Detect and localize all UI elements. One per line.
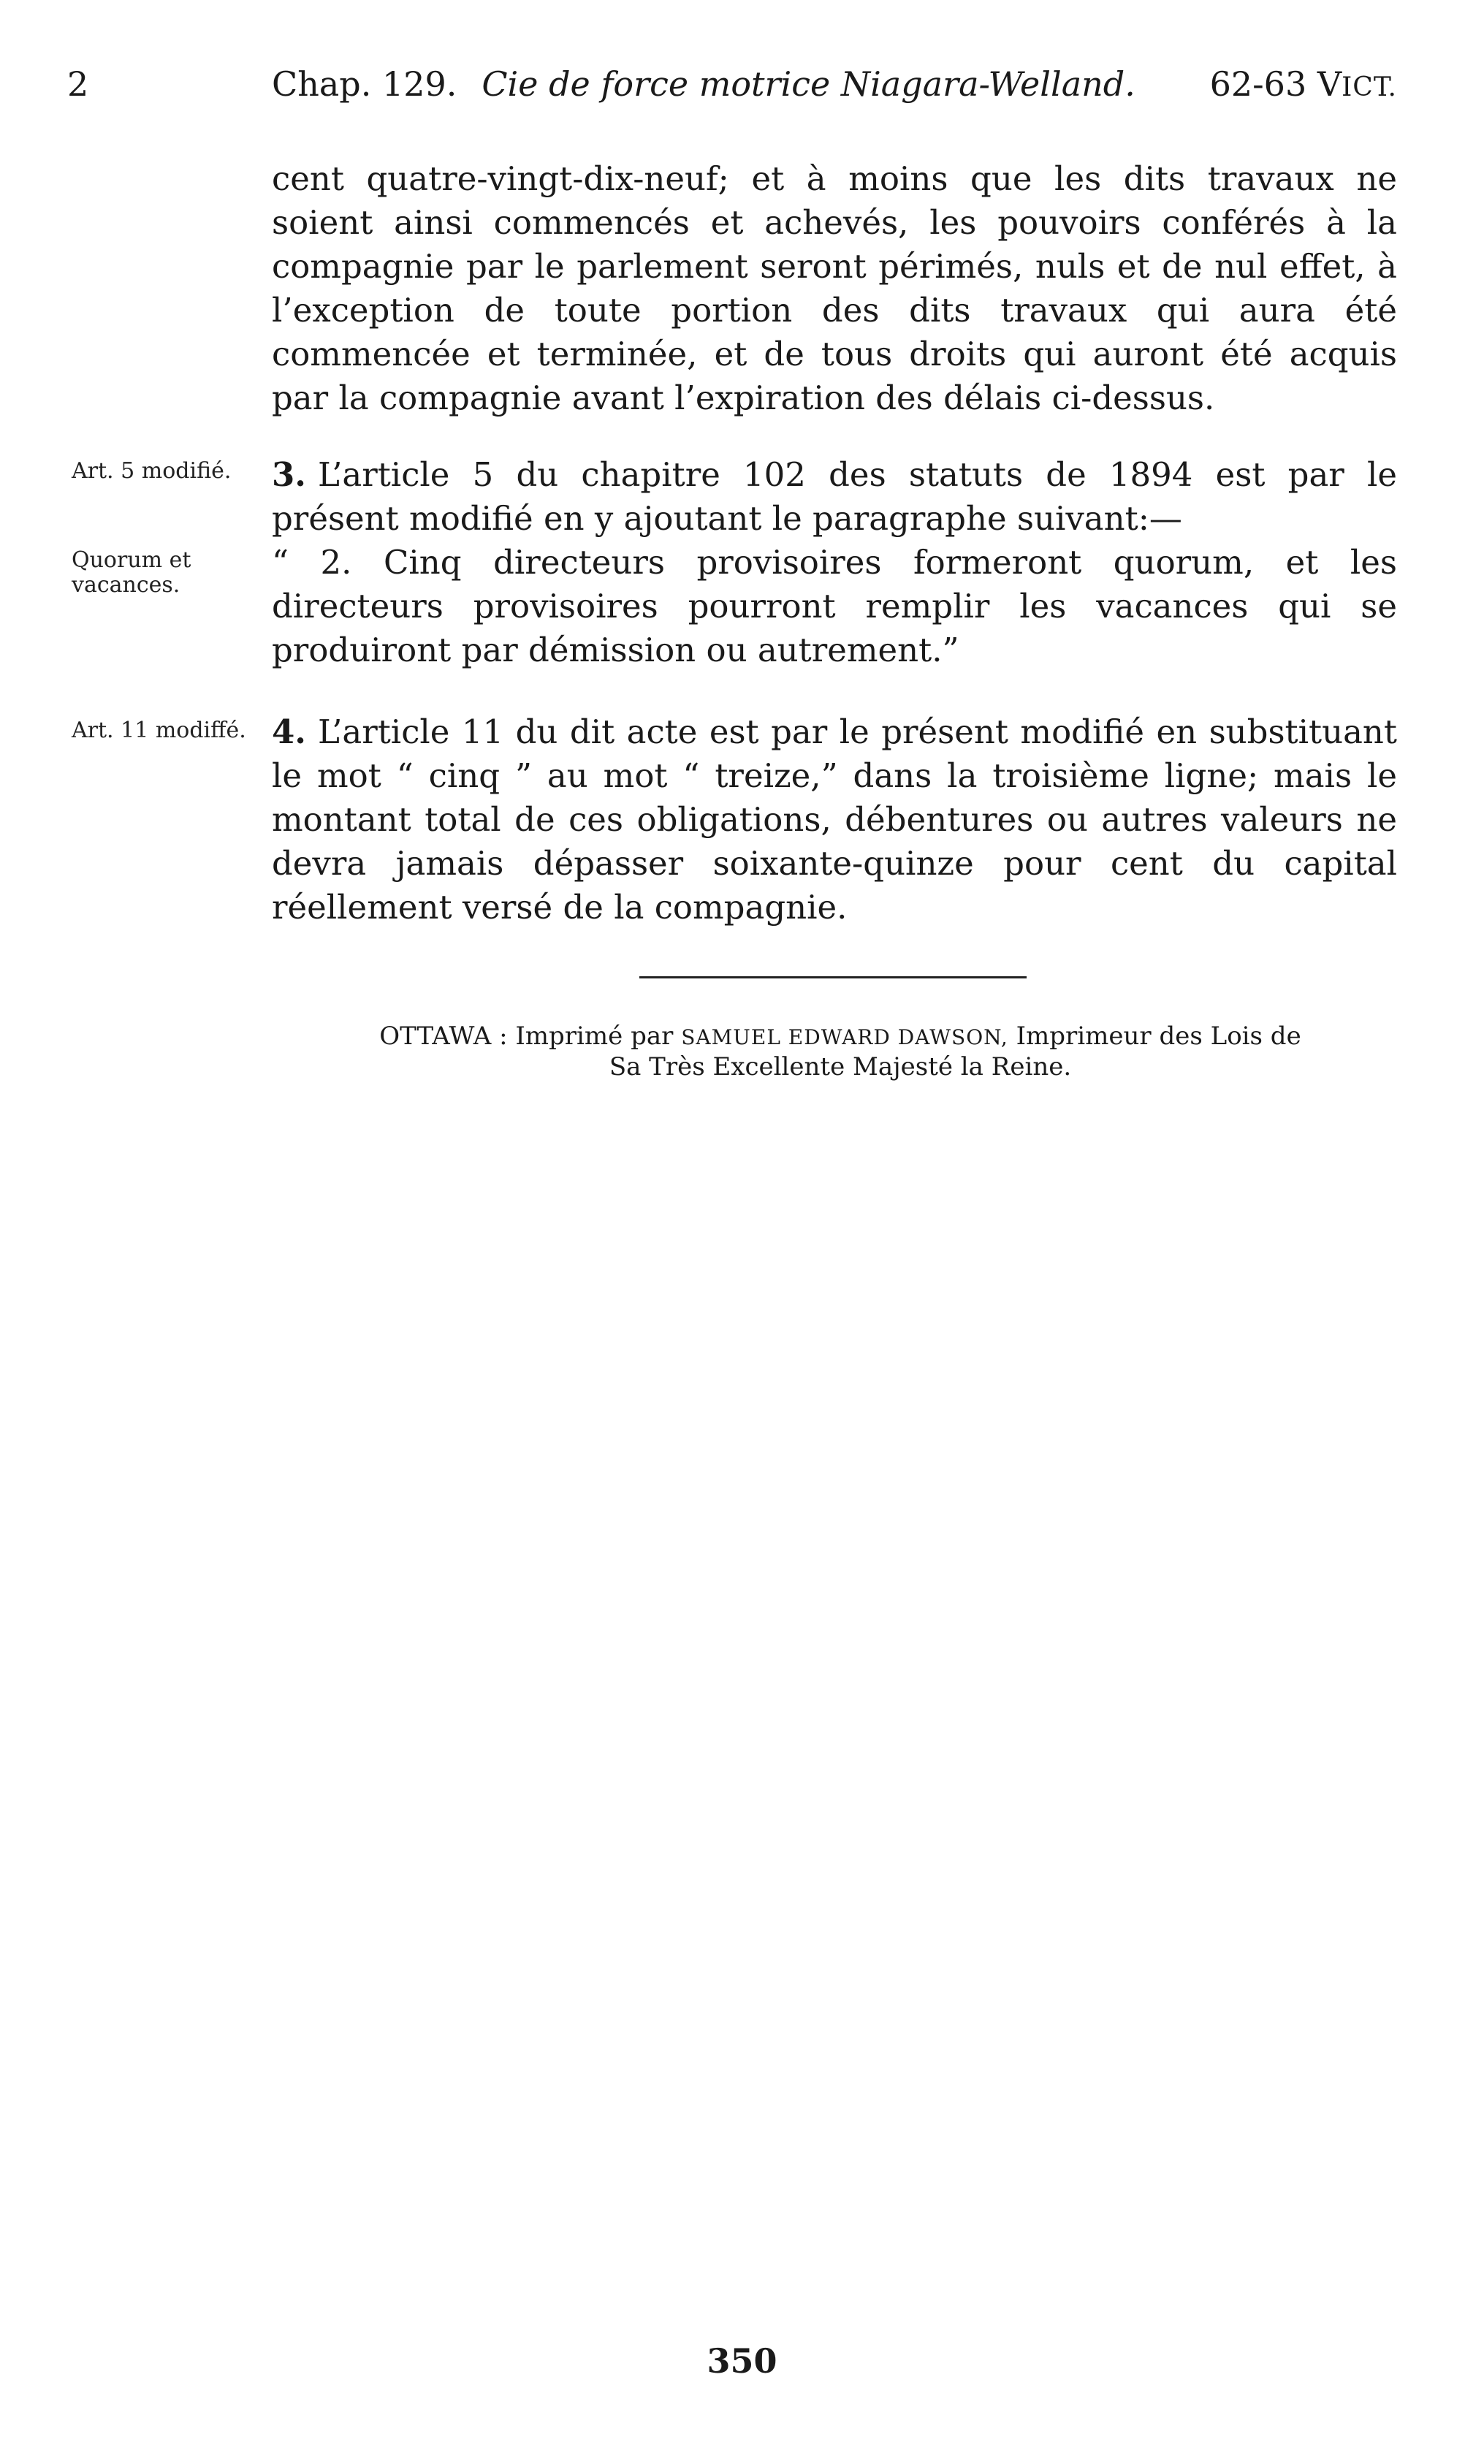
- act-title: Cie de force motrice Niagara-Welland.: [482, 64, 1135, 104]
- section-4-text: L’article 11 du dit acte est par le présent modifié en substituant le mot “ cinq ” au mot “ treize,” dans la troisième ligne; mais le montant total de ces obligations, débentures ou autres valeurs ne devra jamais dépasser soixante-quinze pour cent du capital réellement versé de la compagnie.: [272, 712, 1397, 927]
- section-3-paragraph: [272, 453, 1397, 541]
- imprint-line-1: [307, 1022, 1374, 1052]
- chapter-label: Chap. 129.: [272, 64, 457, 104]
- margin-note-art11: Art. 11 modiffé.: [72, 718, 246, 743]
- continuation-text: cent quatre-vingt-dix-neuf; et à moins que les dits travaux ne soient ainsi commencés et achevés, les pouvoirs conférés à la compagnie par le parlement seront périmés, nuls et de nul effet, à l’exception de toute portion des dits travaux qui aura été commencée et terminée, et de tous droits qui auront été acquis par la compagnie avant l’expiration des délais ci-dessus.: [272, 159, 1397, 417]
- imprint-line-2: Sa Très Excellente Majesté la Reine.: [609, 1052, 1072, 1081]
- regnal-year-prefix: 62-63 V: [1209, 64, 1342, 104]
- regnal-year: [1210, 64, 1397, 104]
- section-3: [272, 453, 1397, 541]
- folio: 350: [707, 2341, 777, 2381]
- section-3-quote-text: “ 2. Cinq directeurs provisoires formeront quorum, et les directeurs provisoires pourront remplir les vacances qui se produiront par démission ou autrement.”: [272, 543, 1397, 669]
- divider-rule: [639, 976, 1027, 978]
- page-number: 2: [67, 64, 89, 104]
- section-3-quote: [272, 541, 1397, 672]
- margin-note-art5: Art. 5 modifié.: [72, 458, 232, 484]
- regnal-year-smallcaps: ICT.: [1342, 72, 1397, 102]
- imprint: [307, 1022, 1374, 1081]
- section-4: [272, 710, 1397, 929]
- section-4-number: 4.: [272, 712, 306, 751]
- imprint-place: OTTAWA :: [379, 1022, 508, 1051]
- running-head: [272, 64, 1397, 104]
- imprint-printer-name: SAMUEL EDWARD DAWSON,: [681, 1025, 1008, 1049]
- continuation-paragraph: [272, 157, 1397, 420]
- section-3-text: L’article 5 du chapitre 102 des statuts de 1894 est par le présent modifié en y ajoutant le paragraphe suivant:—: [272, 455, 1397, 538]
- imprint-printer-title: Imprimeur des Lois de: [1016, 1022, 1301, 1051]
- section-3-number: 3.: [272, 455, 306, 494]
- margin-note-quorum: Quorum et vacances.: [72, 547, 191, 598]
- section-4-paragraph: [272, 710, 1397, 929]
- imprint-printed-by: Imprimé par: [515, 1022, 674, 1051]
